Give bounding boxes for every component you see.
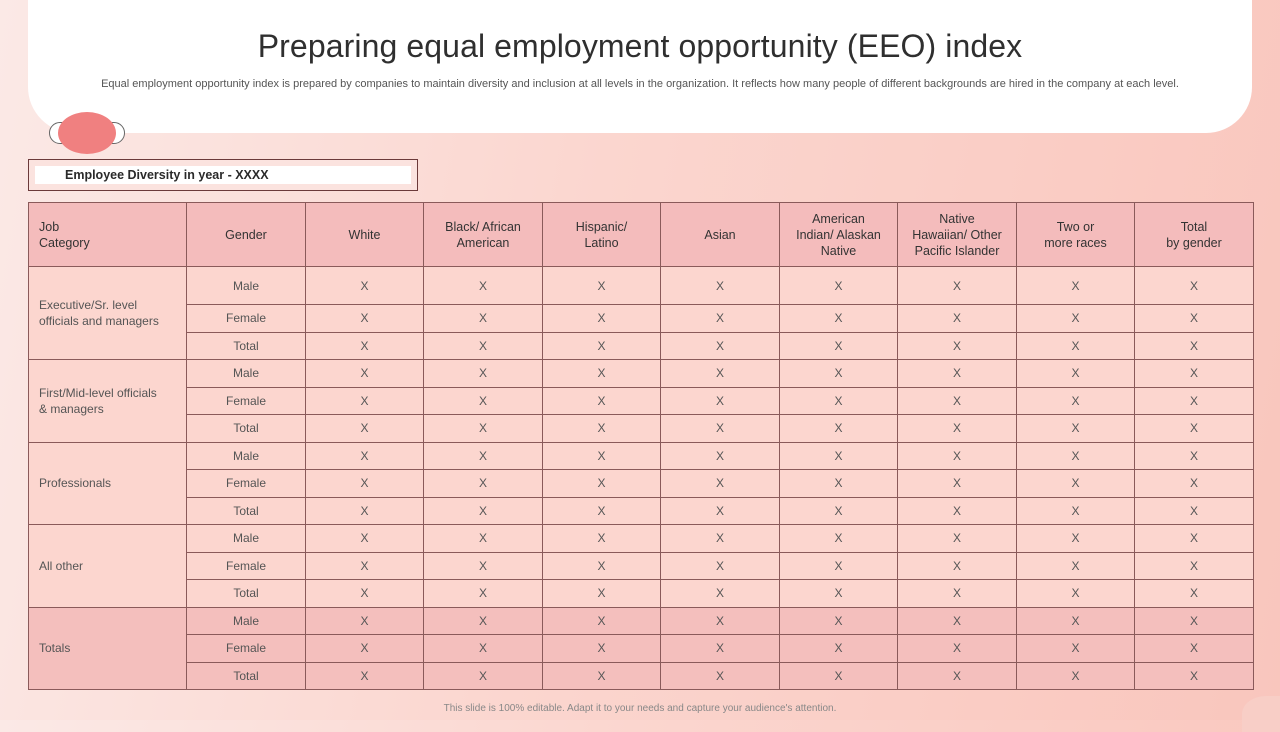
value-cell: X [306, 387, 424, 415]
value-cell: X [424, 525, 543, 553]
column-header [898, 203, 1017, 267]
column-header [780, 203, 898, 267]
job-category-cell [29, 607, 187, 690]
value-cell: X [898, 662, 1017, 690]
value-cell: X [661, 332, 780, 360]
column-header-line: Total [1180, 219, 1208, 234]
value-cell: X [898, 442, 1017, 470]
value-cell: X [1135, 470, 1254, 498]
value-cell: X [1135, 635, 1254, 663]
column-header [661, 203, 780, 267]
table-row [29, 415, 1254, 443]
value-cell: X [1017, 387, 1135, 415]
value-cell: X [543, 607, 661, 635]
job-category-line: officials and managers [39, 314, 159, 328]
job-category-line: All other [39, 558, 84, 573]
gender-cell: Male [187, 442, 306, 470]
value-cell: X [898, 552, 1017, 580]
value-cell: X [898, 267, 1017, 305]
value-cell: X [543, 580, 661, 608]
table-row [29, 442, 1254, 470]
value-cell: X [898, 580, 1017, 608]
value-cell: X [780, 387, 898, 415]
header-card [28, 0, 1252, 133]
value-cell: X [424, 497, 543, 525]
gender-cell: Total [187, 415, 306, 443]
value-cell: X [1135, 305, 1254, 333]
gender-cell: Female [187, 552, 306, 580]
value-cell: X [543, 497, 661, 525]
value-cell: X [306, 497, 424, 525]
value-cell: X [1017, 267, 1135, 305]
column-header-line: by gender [1166, 235, 1222, 250]
value-cell: X [543, 360, 661, 388]
value-cell: X [780, 552, 898, 580]
value-cell: X [661, 580, 780, 608]
table-row [29, 360, 1254, 388]
table-header-row [29, 203, 1254, 267]
value-cell: X [780, 607, 898, 635]
value-cell: X [898, 497, 1017, 525]
value-cell: X [1135, 415, 1254, 443]
gender-cell: Female [187, 470, 306, 498]
job-category-line: First/Mid-level officials [39, 385, 157, 400]
value-cell: X [780, 470, 898, 498]
footer-note: This slide is 100% editable. Adapt it to your needs and capture your audience's attention. [443, 703, 837, 714]
job-category-line: & managers [39, 401, 104, 416]
gender-cell: Total [187, 662, 306, 690]
column-header-line: Asian [704, 227, 736, 242]
eeo-table [28, 202, 1254, 690]
value-cell: X [306, 305, 424, 333]
value-cell: X [1135, 662, 1254, 690]
gender-cell: Male [187, 525, 306, 553]
value-cell: X [1017, 635, 1135, 663]
value-cell: X [1135, 332, 1254, 360]
job-category-cell [29, 442, 187, 525]
column-header [29, 203, 187, 267]
value-cell: X [306, 360, 424, 388]
value-cell: X [1017, 470, 1135, 498]
value-cell: X [1017, 415, 1135, 443]
value-cell: X [1135, 580, 1254, 608]
table-row [29, 387, 1254, 415]
value-cell: X [543, 267, 661, 305]
value-cell: X [306, 332, 424, 360]
table-row [29, 497, 1254, 525]
value-cell: X [424, 635, 543, 663]
value-cell: X [898, 360, 1017, 388]
page-subtitle: Equal employment opportunity index is prepared by companies to maintain diversity and inclusion at all levels in the organization. It reflects how many people of different backgrounds are hired in the company at each level. [101, 78, 1179, 90]
value-cell: X [424, 580, 543, 608]
column-header [187, 203, 306, 267]
value-cell: X [424, 267, 543, 305]
value-cell: X [661, 470, 780, 498]
value-cell: X [1017, 442, 1135, 470]
value-cell: X [661, 635, 780, 663]
value-cell: X [898, 635, 1017, 663]
gender-cell: Female [187, 635, 306, 663]
value-cell: X [898, 470, 1017, 498]
column-header-line: Hawaiian/ Other [912, 227, 1002, 242]
value-cell: X [1017, 607, 1135, 635]
value-cell: X [424, 552, 543, 580]
gender-cell: Total [187, 580, 306, 608]
value-cell: X [898, 525, 1017, 553]
value-cell: X [306, 442, 424, 470]
table-row [29, 332, 1254, 360]
column-header [306, 203, 424, 267]
column-header-line: Native [939, 211, 975, 226]
value-cell: X [780, 442, 898, 470]
value-cell: X [543, 305, 661, 333]
table-row [29, 305, 1254, 333]
value-cell: X [1017, 305, 1135, 333]
column-header-line: American [812, 211, 865, 226]
table-row [29, 662, 1254, 690]
value-cell: X [780, 580, 898, 608]
value-cell: X [1135, 360, 1254, 388]
value-cell: X [780, 662, 898, 690]
column-header-line: more races [1044, 235, 1107, 250]
value-cell: X [661, 442, 780, 470]
table-row [29, 470, 1254, 498]
diversity-label: Employee Diversity in year - XXXX [35, 166, 411, 184]
value-cell: X [306, 525, 424, 553]
diversity-label-box [28, 159, 418, 191]
gender-cell: Male [187, 360, 306, 388]
gender-cell: Female [187, 305, 306, 333]
value-cell: X [780, 360, 898, 388]
value-cell: X [543, 442, 661, 470]
job-category-cell [29, 360, 187, 443]
column-header [424, 203, 543, 267]
value-cell: X [306, 552, 424, 580]
value-cell: X [424, 607, 543, 635]
value-cell: X [1135, 552, 1254, 580]
column-header-line: White [348, 227, 381, 242]
gender-cell: Male [187, 607, 306, 635]
value-cell: X [1135, 497, 1254, 525]
value-cell: X [1017, 580, 1135, 608]
job-category-line: Professionals [39, 476, 112, 491]
value-cell: X [661, 267, 780, 305]
value-cell: X [661, 552, 780, 580]
value-cell: X [543, 332, 661, 360]
value-cell: X [780, 497, 898, 525]
value-cell: X [1017, 552, 1135, 580]
value-cell: X [306, 607, 424, 635]
value-cell: X [661, 305, 780, 333]
value-cell: X [1135, 387, 1254, 415]
value-cell: X [780, 415, 898, 443]
value-cell: X [1017, 497, 1135, 525]
column-header-line: Category [39, 235, 90, 250]
value-cell: X [661, 525, 780, 553]
value-cell: X [661, 415, 780, 443]
value-cell: X [543, 552, 661, 580]
table-row [29, 552, 1254, 580]
value-cell: X [424, 662, 543, 690]
table-row [29, 607, 1254, 635]
value-cell: X [898, 415, 1017, 443]
column-header-line: Gender [225, 227, 267, 242]
value-cell: X [543, 635, 661, 663]
table-row [29, 635, 1254, 663]
column-header [1017, 203, 1135, 267]
value-cell: X [1135, 525, 1254, 553]
table-body [29, 267, 1254, 690]
value-cell: X [1017, 662, 1135, 690]
gender-cell: Total [187, 332, 306, 360]
column-header [1135, 203, 1254, 267]
value-cell: X [306, 635, 424, 663]
value-cell: X [424, 470, 543, 498]
value-cell: X [1017, 525, 1135, 553]
value-cell: X [1135, 442, 1254, 470]
value-cell: X [780, 305, 898, 333]
table-row [29, 267, 1254, 305]
value-cell: X [780, 332, 898, 360]
gender-cell: Total [187, 497, 306, 525]
value-cell: X [424, 332, 543, 360]
value-cell: X [898, 607, 1017, 635]
decorative-dot [58, 112, 116, 154]
value-cell: X [424, 415, 543, 443]
value-cell: X [661, 360, 780, 388]
value-cell: X [306, 415, 424, 443]
value-cell: X [543, 470, 661, 498]
value-cell: X [424, 442, 543, 470]
value-cell: X [424, 305, 543, 333]
value-cell: X [543, 387, 661, 415]
value-cell: X [780, 267, 898, 305]
value-cell: X [1017, 360, 1135, 388]
table-row [29, 525, 1254, 553]
column-header-line: Pacific Islander [914, 243, 1000, 258]
column-header-line: Latino [584, 235, 619, 250]
column-header-line: Native [820, 243, 857, 258]
value-cell: X [661, 607, 780, 635]
value-cell: X [1135, 607, 1254, 635]
column-header-line: American [456, 235, 510, 250]
column-header-line: Two or [1056, 219, 1095, 234]
value-cell: X [780, 635, 898, 663]
value-cell: X [780, 525, 898, 553]
value-cell: X [661, 387, 780, 415]
value-cell: X [306, 470, 424, 498]
column-header-line: Hispanic/ [575, 219, 628, 234]
job-category-cell [29, 525, 187, 608]
column-header [543, 203, 661, 267]
table-row [29, 580, 1254, 608]
column-header-line: Job [39, 219, 60, 234]
value-cell: X [661, 497, 780, 525]
value-cell: X [306, 662, 424, 690]
value-cell: X [543, 525, 661, 553]
value-cell: X [543, 662, 661, 690]
gender-cell: Female [187, 387, 306, 415]
value-cell: X [898, 332, 1017, 360]
value-cell: X [898, 305, 1017, 333]
value-cell: X [1017, 332, 1135, 360]
value-cell: X [306, 267, 424, 305]
column-header-line: Indian/ Alaskan [796, 227, 881, 242]
value-cell: X [424, 360, 543, 388]
value-cell: X [306, 580, 424, 608]
job-category-line: Totals [39, 641, 71, 656]
value-cell: X [898, 387, 1017, 415]
gender-cell: Male [187, 267, 306, 305]
job-category-cell [29, 267, 187, 360]
value-cell: X [424, 387, 543, 415]
decorative-corner-shape [1242, 696, 1280, 732]
value-cell: X [543, 415, 661, 443]
value-cell: X [1135, 267, 1254, 305]
column-header-line: Black/ African [445, 219, 521, 234]
page-title: Preparing equal employment opportunity (EEO) index [257, 28, 1023, 64]
value-cell: X [661, 662, 780, 690]
job-category-line: Executive/Sr. level [39, 298, 138, 312]
